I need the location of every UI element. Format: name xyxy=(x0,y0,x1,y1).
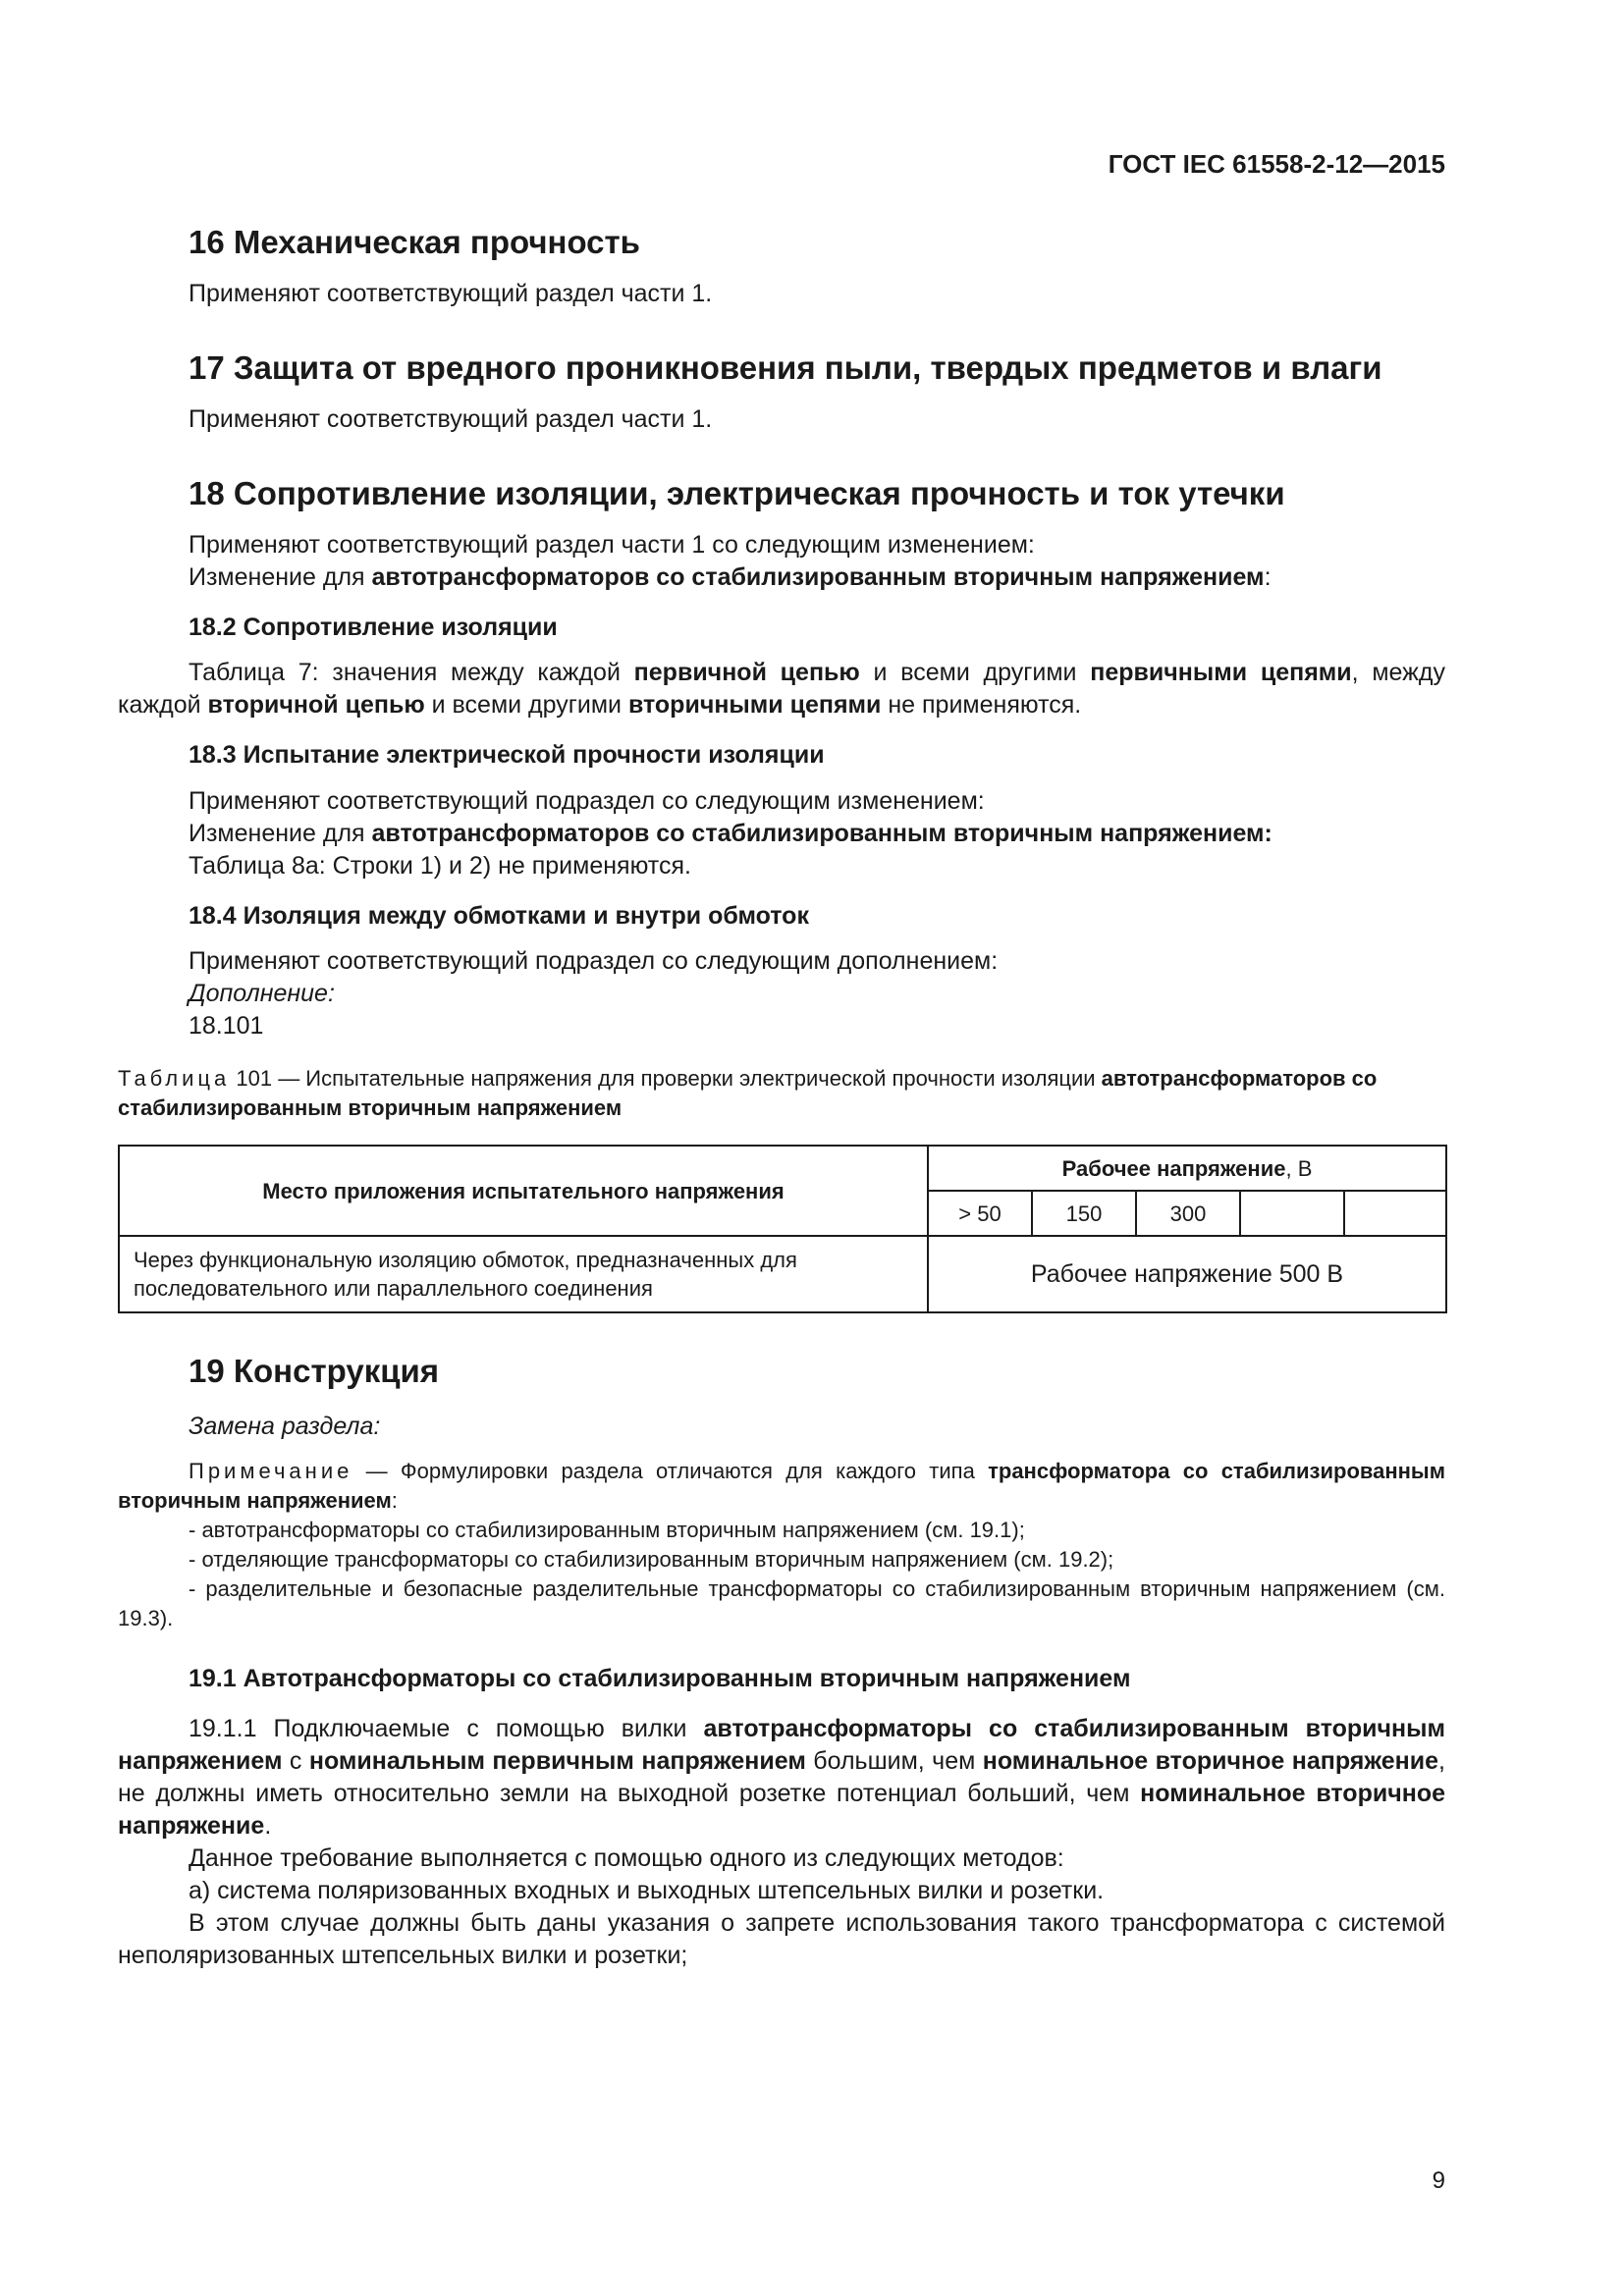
section-17-heading: 17 Защита от вредного проникновения пыли, твердых предметов и влаги xyxy=(189,348,1382,386)
subsection-19-1-heading: 19.1 Автотрансформаторы со стабилизированным вторичным напряжением xyxy=(189,1665,1131,1693)
section-16-text: Применяют соответствующий раздел части 1. xyxy=(189,279,713,307)
subsection-18-2-text: Таблица 7: значения между каждой первичной цепью и всеми другими первичными цепями, между каждой вторичной цепью и всеми другими вторичными цепями не применяются. xyxy=(118,659,1445,720)
table-voltage-cell: > 50 xyxy=(928,1191,1032,1236)
table-row-value: Рабочее напряжение 500 В xyxy=(928,1236,1446,1312)
table-voltage-cell xyxy=(1344,1191,1446,1236)
subsection-18-2-heading: 18.2 Сопротивление изоляции xyxy=(189,613,558,641)
subsection-18-3-line1: Применяют соответствующий подраздел со следующим изменением: xyxy=(189,786,985,815)
table-voltage-cell: 150 xyxy=(1032,1191,1136,1236)
table-header-voltage: Рабочее напряжение, В xyxy=(928,1146,1446,1191)
subsection-18-4-addition: Дополнение: xyxy=(189,980,335,1008)
paragraph-warning: В этом случае должны быть даны указания о запрете использования такого трансформатора с системой неполяризованных штепсельных вилки и розетки; xyxy=(118,1908,1445,1969)
section-18-heading: 18 Сопротивление изоляции, электрическая прочность и ток утечки xyxy=(189,474,1285,511)
paragraph-method-a: а) система поляризованных входных и выходных штепсельных вилки и розетки. xyxy=(189,1876,1105,1904)
note-list-item: - разделительные и безопасные разделительные трансформаторы со стабилизированным вторичным напряжением (см. 19.3). xyxy=(118,1576,1445,1631)
document-code: ГОСТ IEC 61558-2-12—2015 xyxy=(1108,149,1445,179)
page-content xyxy=(118,222,1445,1972)
table-voltage-cell xyxy=(1240,1191,1344,1236)
paragraph-methods: Данное требование выполняется с помощью одного из следующих методов: xyxy=(189,1843,1064,1872)
table-header-place: Место приложения испытательного напряжения xyxy=(119,1146,928,1236)
table-row-place: Через функциональную изоляцию обмоток, предназначенных для последовательного или параллельного соединения xyxy=(119,1236,928,1312)
section-19-note: Примечание — Формулировки раздела отличаются для каждого типа трансформатора со стабилизированным вторичным напряжением: xyxy=(118,1459,1445,1514)
subsection-18-3-line3: Таблица 8а: Строки 1) и 2) не применяются. xyxy=(189,851,691,880)
subsection-18-3-line2: Изменение для автотрансформаторов со стабилизированным вторичным напряжением: xyxy=(189,819,1272,847)
section-19-heading: 19 Конструкция xyxy=(189,1353,440,1390)
section-19-replace: Замена раздела: xyxy=(189,1413,381,1441)
table-101 xyxy=(118,1145,1447,1313)
paragraph-19-1-1: 19.1.1 Подключаемые с помощью вилки автотрансформаторы со стабилизированным вторичным напряжением с номинальным первичным напряжением большим, чем номинальное вторичное напряжение, не должны иметь относительно земли на выходной розетке потенциал больший, чем номинальное вторичное напряжение. xyxy=(118,1714,1445,1840)
subsection-18-4-heading: 18.4 Изоляция между обмотками и внутри обмоток xyxy=(189,901,809,930)
section-16-heading: 16 Механическая прочность xyxy=(189,224,640,260)
section-17-text: Применяют соответствующий раздел части 1. xyxy=(189,404,713,433)
table-voltage-cell: 300 xyxy=(1136,1191,1240,1236)
subsection-18-3-heading: 18.3 Испытание электрической прочности изоляции xyxy=(189,741,825,770)
note-list-item: - отделяющие трансформаторы со стабилизированным вторичным напряжением (см. 19.2); xyxy=(189,1547,1114,1573)
note-list-item: - автотрансформаторы со стабилизированным вторичным напряжением (см. 19.1); xyxy=(189,1518,1025,1543)
subsection-18-4-number: 18.101 xyxy=(189,1012,264,1041)
section-18-line2: Изменение для автотрансформаторов со стабилизированным вторичным напряжением: xyxy=(189,562,1272,591)
section-18-line1: Применяют соответствующий раздел части 1 со следующим изменением: xyxy=(189,530,1035,559)
table-101-caption: Таблица 101 — Испытательные напряжения для проверки электрической прочности изоляции автотрансформаторов со стабилизированным вторичным напряжением xyxy=(118,1066,1378,1121)
page-number: 9 xyxy=(1432,2167,1445,2194)
subsection-18-4-line1: Применяют соответствующий подраздел со следующим дополнением: xyxy=(189,947,999,976)
